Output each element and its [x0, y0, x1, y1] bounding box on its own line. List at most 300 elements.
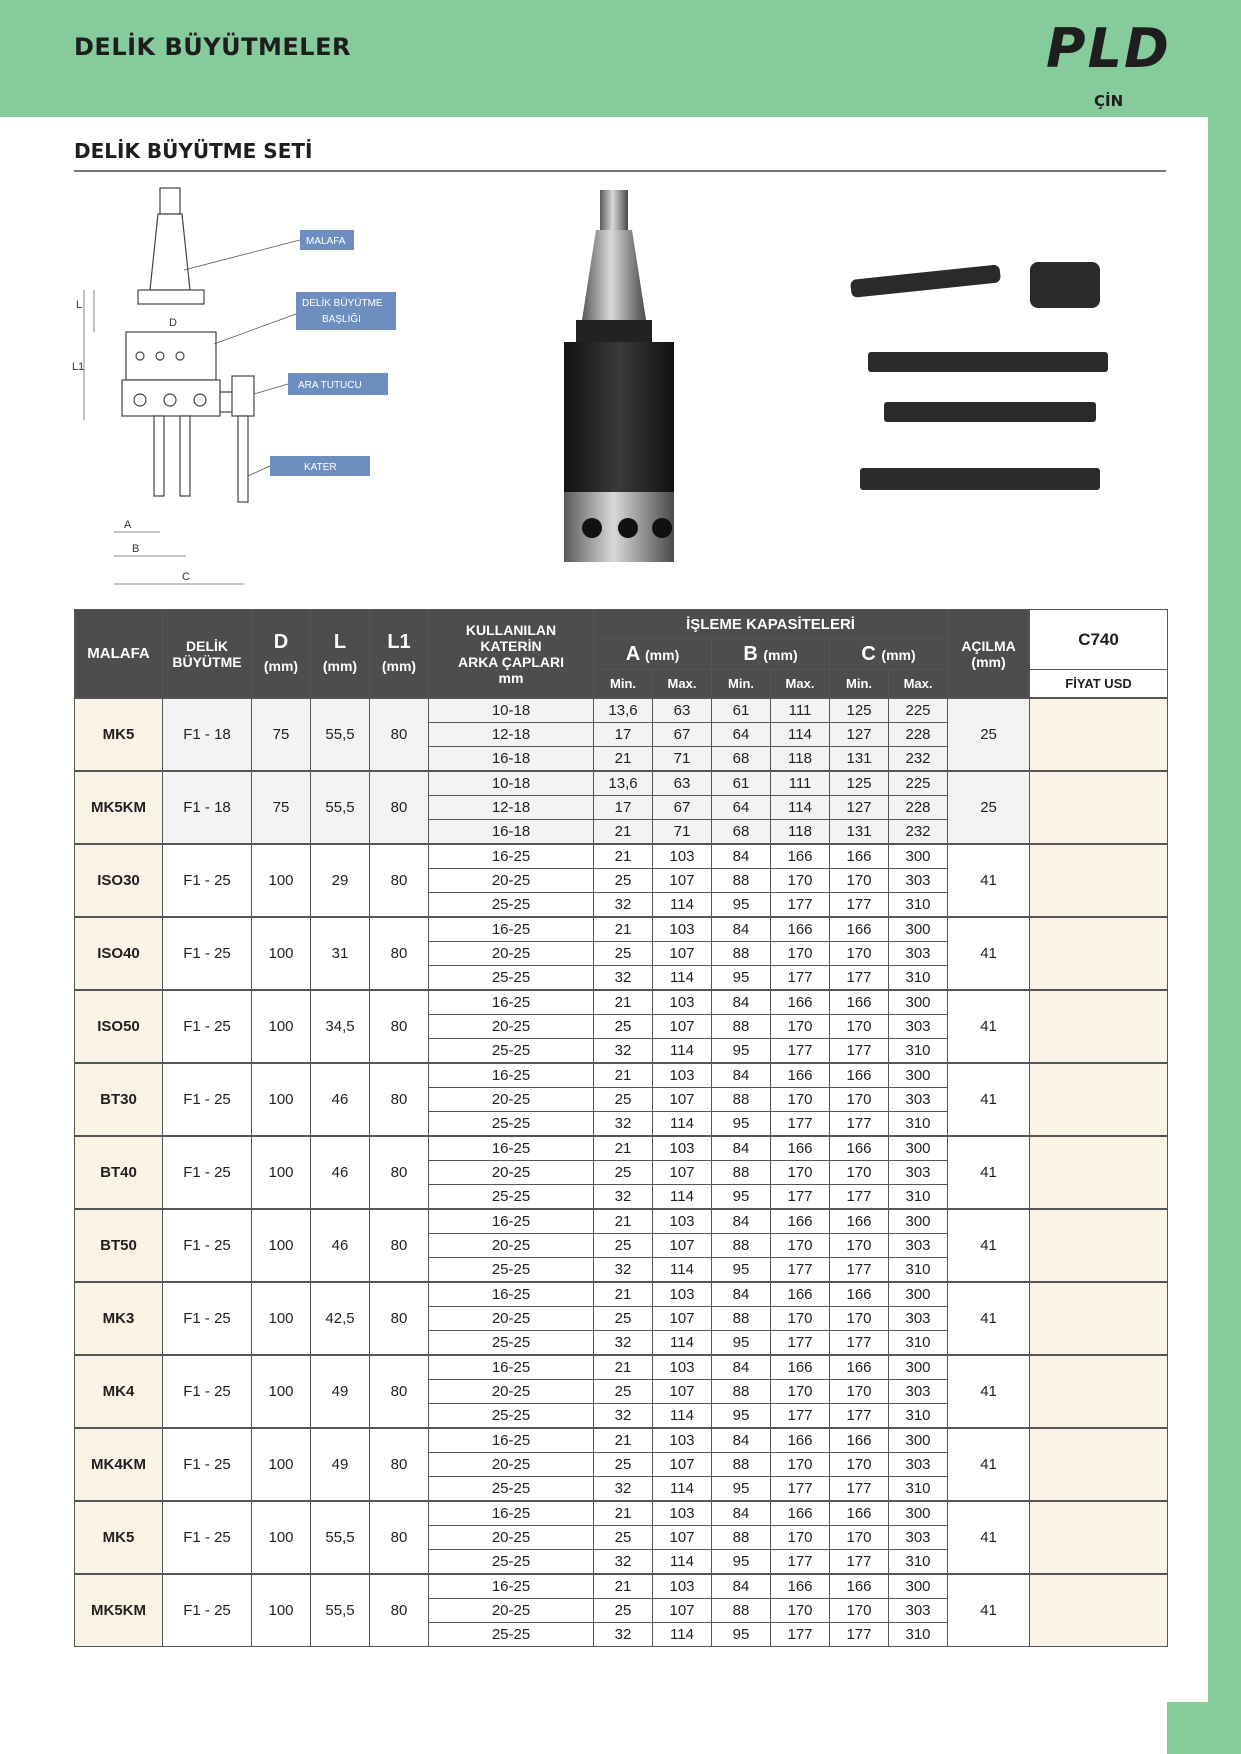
cell-b-max: 177	[771, 1331, 830, 1356]
cell-c-max: 303	[889, 1161, 948, 1185]
cell-c-min: 166	[830, 1428, 889, 1453]
col-header-capacities: İŞLEME KAPASİTELERİ	[594, 610, 948, 639]
holder-bar	[850, 264, 1001, 298]
cell-c-max: 303	[889, 1088, 948, 1112]
cell-a-min: 13,6	[594, 698, 653, 723]
boring-head-photo	[530, 180, 710, 580]
cell-l1: 80	[370, 1501, 429, 1574]
cell-b-min: 95	[712, 1112, 771, 1137]
cell-c-max: 300	[889, 1355, 948, 1380]
cell-a-min: 25	[594, 1307, 653, 1331]
cell-c-max: 232	[889, 747, 948, 772]
cell-c-max: 310	[889, 1112, 948, 1137]
col-header-a-max: Max.	[653, 670, 712, 699]
cell-a-max: 114	[653, 1477, 712, 1502]
section-title: DELİK BÜYÜTME SETİ	[74, 139, 313, 163]
cell-malafa: MK5	[75, 1501, 163, 1574]
cell-b-min: 84	[712, 844, 771, 869]
cell-price	[1030, 1282, 1168, 1355]
cell-acilma: 41	[948, 1501, 1030, 1574]
cell-b-min: 61	[712, 698, 771, 723]
cell-l: 46	[311, 1209, 370, 1282]
cell-d: 100	[252, 990, 311, 1063]
cell-price	[1030, 1501, 1168, 1574]
col-header-a-min: Min.	[594, 670, 653, 699]
cell-c-min: 166	[830, 1209, 889, 1234]
cell-b-max: 166	[771, 1501, 830, 1526]
table-row	[75, 698, 1168, 723]
cell-kater-capi: 25-25	[429, 1039, 594, 1064]
cell-b-min: 95	[712, 1258, 771, 1283]
col-header-price-label: FİYAT USD	[1030, 670, 1168, 699]
cell-malafa: MK3	[75, 1282, 163, 1355]
cell-b-min: 88	[712, 1453, 771, 1477]
cell-c-max: 310	[889, 1331, 948, 1356]
screw	[164, 394, 176, 406]
cell-delik-buyutme: F1 - 18	[163, 698, 252, 771]
cell-l: 31	[311, 917, 370, 990]
cell-price	[1030, 698, 1168, 771]
cell-l1: 80	[370, 844, 429, 917]
cell-kater-capi: 20-25	[429, 1599, 594, 1623]
cell-acilma: 41	[948, 917, 1030, 990]
cell-kater-capi: 16-18	[429, 820, 594, 845]
cell-c-max: 303	[889, 1380, 948, 1404]
col-header-delik: DELİK BÜYÜTME	[163, 610, 252, 699]
cell-a-max: 114	[653, 1404, 712, 1429]
cell-b-max: 166	[771, 1428, 830, 1453]
photo-screw	[582, 518, 602, 538]
cell-l1: 80	[370, 771, 429, 844]
cell-kater-capi: 12-18	[429, 723, 594, 747]
cell-c-min: 166	[830, 917, 889, 942]
cell-acilma: 25	[948, 771, 1030, 844]
cell-a-min: 21	[594, 1428, 653, 1453]
cell-c-max: 225	[889, 771, 948, 796]
cell-a-min: 25	[594, 1015, 653, 1039]
cell-a-max: 103	[653, 844, 712, 869]
cell-c-min: 166	[830, 1355, 889, 1380]
table-row	[75, 1136, 1168, 1161]
table-row	[75, 990, 1168, 1015]
cell-kater-capi: 16-25	[429, 1501, 594, 1526]
cell-a-min: 32	[594, 966, 653, 991]
cell-a-min: 32	[594, 1623, 653, 1647]
cell-a-max: 114	[653, 1039, 712, 1064]
cell-c-min: 125	[830, 698, 889, 723]
cell-l1: 80	[370, 1428, 429, 1501]
cell-kater-capi: 10-18	[429, 771, 594, 796]
cell-a-min: 17	[594, 723, 653, 747]
cell-a-max: 71	[653, 747, 712, 772]
cell-b-min: 95	[712, 966, 771, 991]
cell-a-min: 25	[594, 1088, 653, 1112]
cell-malafa: MK4	[75, 1355, 163, 1428]
cell-b-max: 177	[771, 1404, 830, 1429]
cell-d: 100	[252, 1501, 311, 1574]
cell-kater-capi: 20-25	[429, 942, 594, 966]
cell-a-max: 114	[653, 1112, 712, 1137]
cell-a-min: 32	[594, 1331, 653, 1356]
cell-b-max: 118	[771, 747, 830, 772]
col-header-c-min: Min.	[830, 670, 889, 699]
cell-b-min: 88	[712, 1599, 771, 1623]
cell-kater-capi: 20-25	[429, 1307, 594, 1331]
cell-price	[1030, 1063, 1168, 1136]
cell-delik-buyutme: F1 - 25	[163, 917, 252, 990]
cell-c-max: 310	[889, 1258, 948, 1283]
cell-kater-capi: 25-25	[429, 1185, 594, 1210]
cell-b-max: 166	[771, 1136, 830, 1161]
cell-c-min: 166	[830, 844, 889, 869]
brand-country: ÇİN	[1094, 92, 1124, 110]
section-divider	[74, 170, 1166, 172]
cell-d: 100	[252, 917, 311, 990]
cell-a-max: 67	[653, 796, 712, 820]
cell-c-max: 303	[889, 942, 948, 966]
cell-c-max: 310	[889, 1623, 948, 1647]
cell-b-min: 95	[712, 893, 771, 918]
cell-b-min: 68	[712, 820, 771, 845]
cell-b-max: 177	[771, 1258, 830, 1283]
cell-price	[1030, 1209, 1168, 1282]
col-header-b-max: Max.	[771, 670, 830, 699]
cell-b-max: 177	[771, 1477, 830, 1502]
cell-c-min: 177	[830, 893, 889, 918]
cell-a-max: 103	[653, 1355, 712, 1380]
cell-acilma: 41	[948, 1355, 1030, 1428]
cell-c-min: 177	[830, 1258, 889, 1283]
table-row	[75, 771, 1168, 796]
cell-b-max: 177	[771, 1550, 830, 1575]
cell-kater-capi: 16-25	[429, 1136, 594, 1161]
cell-kater-capi: 16-25	[429, 1428, 594, 1453]
cell-a-max: 103	[653, 917, 712, 942]
cell-b-min: 95	[712, 1477, 771, 1502]
table-row	[75, 1209, 1168, 1234]
cell-l1: 80	[370, 1574, 429, 1647]
cell-b-min: 88	[712, 1307, 771, 1331]
cell-d: 100	[252, 1209, 311, 1282]
cell-c-min: 166	[830, 1136, 889, 1161]
cell-a-min: 32	[594, 1258, 653, 1283]
cell-kater-capi: 20-25	[429, 1015, 594, 1039]
photo-body	[564, 342, 674, 492]
cell-b-min: 88	[712, 1380, 771, 1404]
cell-kater-capi: 16-25	[429, 1282, 594, 1307]
cell-c-max: 300	[889, 917, 948, 942]
cell-price	[1030, 771, 1168, 844]
table-body	[75, 698, 1168, 1647]
callout-head-line1: DELİK BÜYÜTME	[302, 298, 383, 309]
callout-head-line2: BAŞLIĞI	[322, 314, 361, 325]
cell-delik-buyutme: F1 - 25	[163, 1282, 252, 1355]
cell-a-min: 21	[594, 820, 653, 845]
photo-flange	[576, 320, 652, 342]
cell-delik-buyutme: F1 - 25	[163, 1501, 252, 1574]
cell-b-min: 88	[712, 1526, 771, 1550]
cell-a-min: 17	[594, 796, 653, 820]
cell-c-max: 300	[889, 1501, 948, 1526]
cell-b-max: 166	[771, 1282, 830, 1307]
cell-price	[1030, 917, 1168, 990]
shank-tip	[160, 188, 180, 214]
cutter-bar	[238, 416, 248, 502]
screw	[134, 394, 146, 406]
cell-a-max: 103	[653, 1282, 712, 1307]
screw	[176, 352, 184, 360]
cell-acilma: 41	[948, 1063, 1030, 1136]
cell-l: 29	[311, 844, 370, 917]
cell-a-min: 25	[594, 1161, 653, 1185]
cell-l1: 80	[370, 1063, 429, 1136]
cell-kater-capi: 25-25	[429, 1623, 594, 1647]
cell-c-max: 310	[889, 1550, 948, 1575]
cell-a-min: 21	[594, 990, 653, 1015]
cell-l1: 80	[370, 990, 429, 1063]
cell-b-max: 170	[771, 1599, 830, 1623]
cell-a-max: 107	[653, 1599, 712, 1623]
cell-b-min: 95	[712, 1331, 771, 1356]
cell-a-min: 32	[594, 1185, 653, 1210]
cell-c-min: 166	[830, 1574, 889, 1599]
cell-acilma: 41	[948, 1209, 1030, 1282]
cell-a-max: 107	[653, 1453, 712, 1477]
cell-a-max: 103	[653, 1063, 712, 1088]
cell-b-min: 64	[712, 723, 771, 747]
cell-a-min: 21	[594, 844, 653, 869]
cell-kater-capi: 25-25	[429, 1477, 594, 1502]
cell-c-max: 300	[889, 1136, 948, 1161]
cell-l: 55,5	[311, 771, 370, 844]
cell-malafa: ISO40	[75, 917, 163, 990]
col-header-b-min: Min.	[712, 670, 771, 699]
cell-c-min: 127	[830, 723, 889, 747]
cell-malafa: MK5KM	[75, 1574, 163, 1647]
cell-c-min: 131	[830, 820, 889, 845]
cell-c-max: 225	[889, 698, 948, 723]
cell-delik-buyutme: F1 - 25	[163, 1136, 252, 1209]
cell-delik-buyutme: F1 - 25	[163, 844, 252, 917]
cell-malafa: ISO30	[75, 844, 163, 917]
cell-a-max: 114	[653, 1331, 712, 1356]
callout-holder-text: ARA TUTUCU	[298, 380, 362, 391]
cell-a-min: 13,6	[594, 771, 653, 796]
cell-b-min: 64	[712, 796, 771, 820]
cell-d: 100	[252, 1428, 311, 1501]
cell-l1: 80	[370, 1136, 429, 1209]
cell-b-min: 84	[712, 1063, 771, 1088]
cell-a-min: 21	[594, 1136, 653, 1161]
cell-b-min: 84	[712, 917, 771, 942]
cell-a-max: 114	[653, 1550, 712, 1575]
cutter-bar	[180, 416, 190, 496]
table-row	[75, 1282, 1168, 1307]
cell-b-max: 166	[771, 844, 830, 869]
cell-kater-capi: 20-25	[429, 1526, 594, 1550]
cell-delik-buyutme: F1 - 25	[163, 1574, 252, 1647]
cell-b-max: 170	[771, 1234, 830, 1258]
cell-kater-capi: 12-18	[429, 796, 594, 820]
cell-c-min: 177	[830, 1331, 889, 1356]
brand-logo: PLD	[1046, 17, 1171, 80]
cell-c-min: 131	[830, 747, 889, 772]
cell-a-min: 25	[594, 869, 653, 893]
cell-d: 100	[252, 1355, 311, 1428]
cell-a-min: 25	[594, 1234, 653, 1258]
holder-bar-block	[1030, 262, 1100, 308]
cell-malafa: MK5	[75, 698, 163, 771]
cell-b-max: 170	[771, 1307, 830, 1331]
cell-l: 49	[311, 1355, 370, 1428]
cell-a-min: 32	[594, 893, 653, 918]
cell-c-max: 300	[889, 1428, 948, 1453]
cell-l1: 80	[370, 1355, 429, 1428]
screw	[194, 394, 206, 406]
cell-b-max: 177	[771, 1185, 830, 1210]
cell-c-min: 170	[830, 1015, 889, 1039]
cell-b-min: 88	[712, 1088, 771, 1112]
cell-a-min: 25	[594, 1380, 653, 1404]
cell-c-min: 170	[830, 869, 889, 893]
cell-a-min: 21	[594, 1063, 653, 1088]
cell-c-min: 170	[830, 1380, 889, 1404]
cell-a-max: 103	[653, 990, 712, 1015]
boring-bars-photo	[850, 250, 1120, 510]
cell-kater-capi: 16-25	[429, 917, 594, 942]
cell-a-max: 103	[653, 1136, 712, 1161]
cell-b-max: 170	[771, 942, 830, 966]
cell-a-max: 67	[653, 723, 712, 747]
cell-l: 55,5	[311, 698, 370, 771]
cell-b-min: 95	[712, 1623, 771, 1647]
cell-c-max: 232	[889, 820, 948, 845]
cell-a-min: 25	[594, 942, 653, 966]
cell-c-min: 170	[830, 1599, 889, 1623]
cell-b-max: 170	[771, 869, 830, 893]
cell-b-max: 170	[771, 1526, 830, 1550]
cell-c-min: 170	[830, 1161, 889, 1185]
col-header-c: C (mm)	[830, 639, 948, 670]
cell-malafa: BT40	[75, 1136, 163, 1209]
cell-a-max: 107	[653, 1307, 712, 1331]
cell-c-min: 177	[830, 1477, 889, 1502]
cell-c-max: 303	[889, 1015, 948, 1039]
cell-a-max: 107	[653, 942, 712, 966]
cell-a-max: 107	[653, 869, 712, 893]
cell-c-min: 125	[830, 771, 889, 796]
cell-kater-capi: 20-25	[429, 1453, 594, 1477]
cell-l1: 80	[370, 1282, 429, 1355]
photo-screw	[652, 518, 672, 538]
dim-l1-label: L1	[72, 361, 85, 373]
holder-block	[232, 376, 254, 416]
cell-delik-buyutme: F1 - 25	[163, 1209, 252, 1282]
cell-kater-capi: 16-25	[429, 1355, 594, 1380]
cell-l1: 80	[370, 917, 429, 990]
cell-acilma: 41	[948, 1428, 1030, 1501]
cell-b-min: 84	[712, 1209, 771, 1234]
cell-delik-buyutme: F1 - 25	[163, 1063, 252, 1136]
cell-l: 55,5	[311, 1574, 370, 1647]
cell-l: 49	[311, 1428, 370, 1501]
cell-b-max: 170	[771, 1015, 830, 1039]
cell-l1: 80	[370, 698, 429, 771]
cell-price	[1030, 1428, 1168, 1501]
cell-kater-capi: 16-25	[429, 1574, 594, 1599]
cutter-bar-photo	[884, 402, 1096, 422]
cell-delik-buyutme: F1 - 18	[163, 771, 252, 844]
cell-a-max: 114	[653, 1623, 712, 1647]
screw	[136, 352, 144, 360]
table-row	[75, 1574, 1168, 1599]
cell-b-min: 88	[712, 869, 771, 893]
cell-b-min: 84	[712, 1428, 771, 1453]
cell-a-min: 25	[594, 1453, 653, 1477]
cell-a-max: 107	[653, 1161, 712, 1185]
cell-malafa: BT50	[75, 1209, 163, 1282]
cell-kater-capi: 16-25	[429, 844, 594, 869]
shank-taper	[150, 214, 190, 290]
table-row	[75, 844, 1168, 869]
cell-kater-capi: 25-25	[429, 1112, 594, 1137]
cell-b-min: 84	[712, 1136, 771, 1161]
cell-b-min: 88	[712, 1161, 771, 1185]
cell-b-min: 84	[712, 990, 771, 1015]
cell-c-max: 310	[889, 966, 948, 991]
cell-b-max: 114	[771, 723, 830, 747]
cell-c-max: 303	[889, 1234, 948, 1258]
page-corner-tab	[1167, 1702, 1241, 1754]
col-header-malafa: MALAFA	[75, 610, 163, 699]
cell-d: 100	[252, 1136, 311, 1209]
cell-c-max: 303	[889, 1307, 948, 1331]
cell-b-min: 61	[712, 771, 771, 796]
cell-c-min: 170	[830, 1088, 889, 1112]
cell-a-min: 32	[594, 1112, 653, 1137]
cell-a-min: 21	[594, 1501, 653, 1526]
cell-b-max: 111	[771, 771, 830, 796]
cell-b-max: 170	[771, 1453, 830, 1477]
cell-l1: 80	[370, 1209, 429, 1282]
cell-c-max: 310	[889, 1404, 948, 1429]
cell-a-min: 21	[594, 1574, 653, 1599]
cell-kater-capi: 20-25	[429, 869, 594, 893]
cell-a-max: 107	[653, 1526, 712, 1550]
cell-a-max: 71	[653, 820, 712, 845]
cell-a-min: 32	[594, 1477, 653, 1502]
table-row	[75, 1355, 1168, 1380]
cell-a-max: 63	[653, 771, 712, 796]
cell-kater-capi: 25-25	[429, 1258, 594, 1283]
table-row	[75, 1428, 1168, 1453]
cell-price	[1030, 1355, 1168, 1428]
cell-l: 46	[311, 1063, 370, 1136]
photo-screw	[618, 518, 638, 538]
col-header-a: A (mm)	[594, 639, 712, 670]
cell-a-min: 21	[594, 1355, 653, 1380]
cell-kater-capi: 25-25	[429, 893, 594, 918]
cell-a-max: 103	[653, 1209, 712, 1234]
right-side-strip	[1208, 117, 1241, 1754]
cell-acilma: 41	[948, 1282, 1030, 1355]
page-title: DELİK BÜYÜTMELER	[74, 33, 351, 61]
cell-b-min: 68	[712, 747, 771, 772]
cell-b-max: 170	[771, 1088, 830, 1112]
cell-price	[1030, 1136, 1168, 1209]
cell-d: 100	[252, 844, 311, 917]
leader-line	[254, 384, 288, 394]
